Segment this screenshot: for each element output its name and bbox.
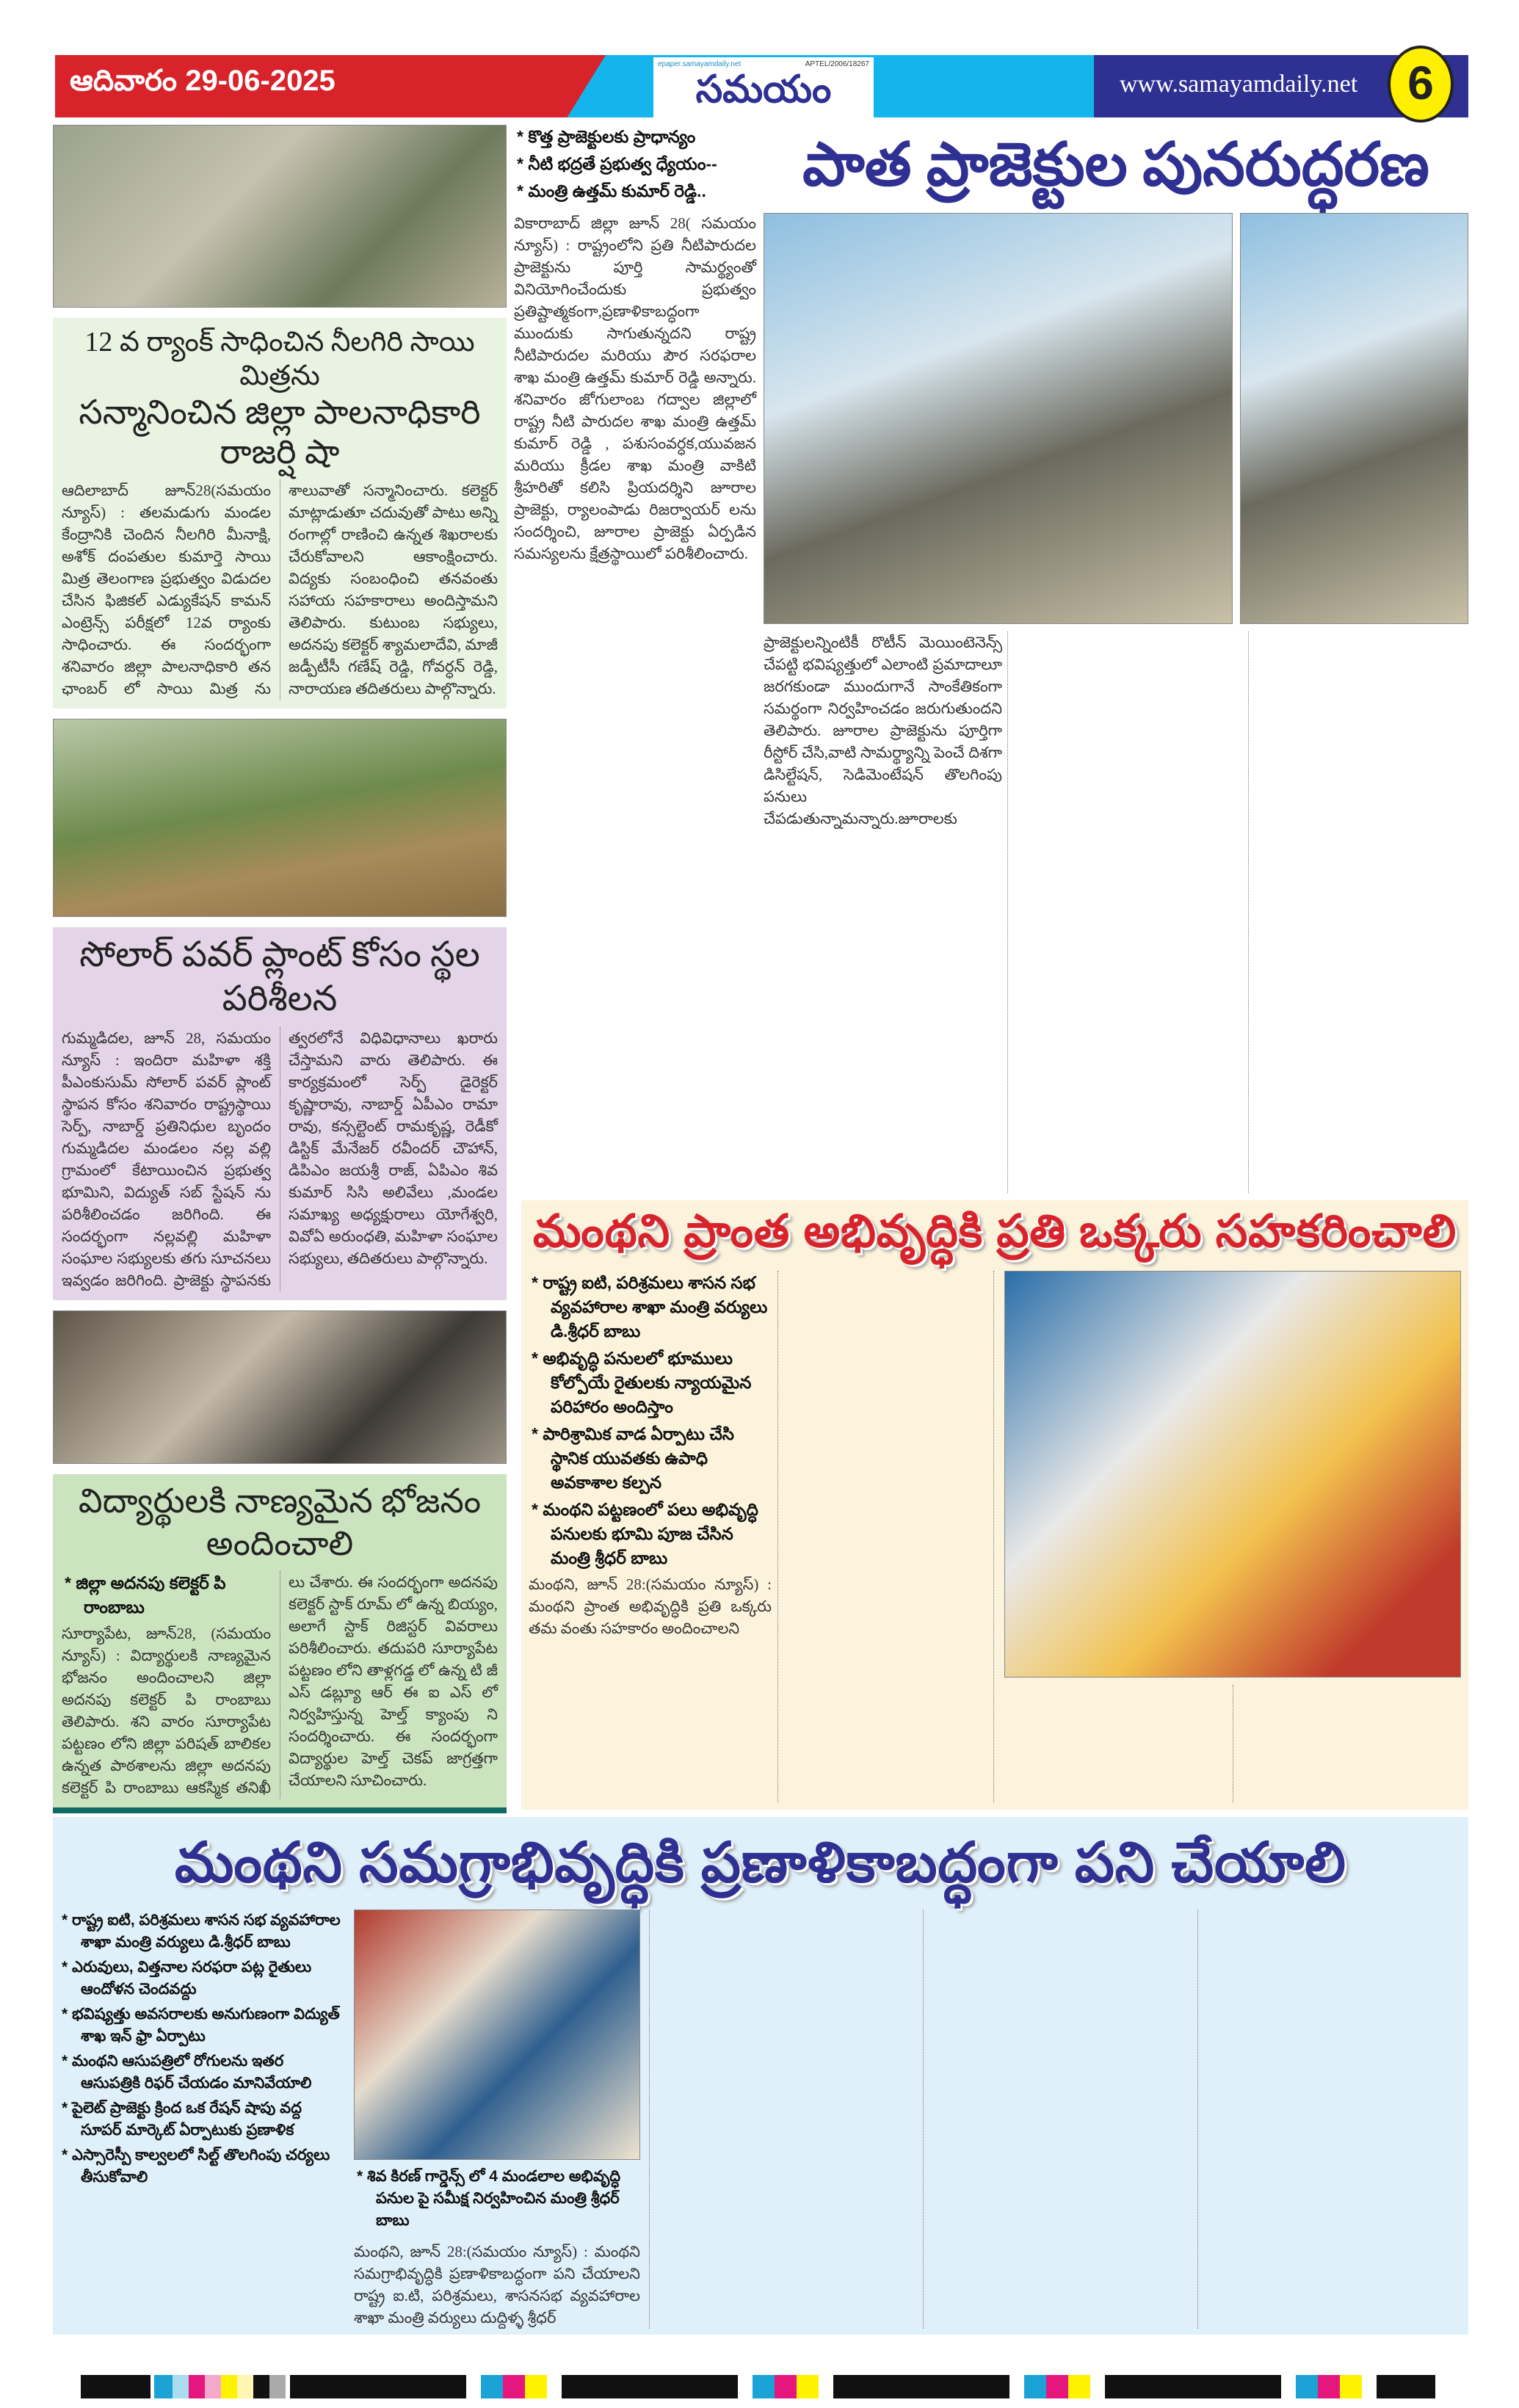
projects-bullet: * మంత్రి ఉత్తమ్ కుమార్ రెడ్డి.. bbox=[514, 179, 756, 203]
projects-body-col1: వికారాబాద్ జిల్లా జూన్ 28( సమయం న్యూస్) : రాష్ట్రంలోని ప్రతి నీటిపారుదల ప్రాజెక్టును పూర్తి సామర్థ్యంతో వినియోగించేందుకు ప్రభుత్వం ప్రతిష్టాత్మకంగా,ప్రణాళికాబద్ధంగా ముందుకు సాగుతున్నదని రాష్ట్ర నీటిపారుదల మరియు పౌర సరఫరాల శాఖ మంత్రి ఉత్తమ్ కుమార్ రెడ్డి అన్నారు. శనివారం జోగులాంబ గద్వాల జిల్లాలో రాష్ట్ర నీటి పారుదల శాఖ మంత్రి ఉత్తమ్ కుమార్ రెడ్డి , పశుసంవర్ధక,యువజన మరియు క్రీడల శాఖ మంత్రి వాకిటి శ్రీహరితో కలిసి ప్రియదర్శిని జూరాల ప్రాజెక్టు, ర్యాలంపాడు రిజర్వాయర్ లను సందర్శించి, జూరాల ప్రాజెక్టు ఏర్పడిన సమస్యలను క్షేత్రస్థాయిలో పరిశీలించారు. bbox=[514, 214, 756, 562]
manthani-dev-bullet: * మంథని పట్టణంలో పలు అభివృద్ధి పనులకు భూమి పూజ చేసిన మంత్రి శ్రీధర్ బాబు bbox=[529, 1498, 772, 1570]
review-meeting-photo bbox=[1004, 1271, 1461, 1678]
left-column bbox=[53, 125, 507, 1813]
manthani-dev-story bbox=[521, 1200, 1468, 1810]
award-body: ఆదిలాబాద్ జూన్28(సమయం న్యూస్) : తలమడుగు మండల కేంద్రానికి చెందిన నీలగిరి మీనాక్షి, అశోక్ దంపతుల కుమార్తె సాయి మిత్ర తెలంగాణ ప్రభుత్వం విడుదల చేసిన ఫిజికల్ ఎడ్యుకేషన్ కామన్ ఎంట్రెన్స్ పరీక్షలో 12వ ర్యాంకు సాధించారు. ఈ సందర్భంగా శనివారం జిల్లా పాలనాధికారి తన ఛాంబర్ లో సాయి మిత్ర ను శాలువాతో సన్మానించారు. కలెక్టర్ మాట్లాడుతూ చదువుతో పాటు అన్ని రంగాల్లో రాణించి ఉన్నత శిఖరాలకు చేరుకోవాలని ఆకాంక్షించారు. విద్యకు సంబంధించి తనవంతు సహాయ సహకారాలు అందిస్తామని తెలిపారు. కుటుంబ సభ్యులు, అదనపు కలెక్టర్ శ్యామలాదేవి, మాజీ జడ్పీటీసీ గణేష్ రెడ్డి, గోవర్ధన్ రెడ్డి, నారాయణ తదితరులు పాల్గొన్నారు. bbox=[62, 481, 498, 697]
color-bar-cyan bbox=[154, 2375, 173, 2398]
manthani-dev-headline: మంథని ప్రాంత అభివృద్ధికి ప్రతి ఒక్కరు సహకరించాలి bbox=[532, 1206, 1457, 1257]
manthani-dev-left-column bbox=[529, 1271, 778, 1802]
manthani-plan-bullet: * మంథని ఆసుపత్రిలో రోగులను ఇతర ఆసుపత్రికి రిఫర్ చేయడం మానివేయాలి bbox=[59, 2050, 345, 2095]
food-story bbox=[53, 1474, 507, 1813]
column-divider bbox=[1197, 1910, 1462, 2329]
column-divider bbox=[1248, 631, 1249, 1193]
food-headline: విద్యార్థులకి నాణ్యమైన భోజనం అందించాలి bbox=[78, 1482, 482, 1562]
masthead-logo bbox=[653, 57, 874, 120]
column-divider bbox=[1004, 1685, 1233, 1802]
logo-registration: APTEL/2006/18267 bbox=[805, 60, 869, 68]
color-bar-black bbox=[81, 2375, 151, 2398]
logo-url: epaper.samayamdaily.net bbox=[658, 60, 742, 68]
color-bar-light-cyan bbox=[173, 2375, 189, 2398]
color-bar-black bbox=[253, 2375, 269, 2398]
projects-bullet: * నీటి భద్రతే ప్రభుత్వ ధ్యేయం-- bbox=[514, 152, 756, 176]
solar-body: గుమ్మడిదల, జూన్ 28, సమయం న్యూస్ : ఇందిరా మహిళా శక్తి పీఎంకుసుమ్ సోలార్ పవర్ ప్లాంట్ స్థాపన కోసం శనివారం రాష్ట్రస్థాయి సెర్ప్, నాబార్డ్ ప్రతినిధుల బృందం గుమ్మడిదల మండలం నల్ల వల్లి గ్రామంలో కేటాయించిన ప్రభుత్వ భూమిని, విద్యుత్ సబ్ స్టేషన్ ను పరిశీలించడం జరిగింది. ఈ సందర్భంగా నల్లవల్లి మహిళా సంఘాల సభ్యులకు తగు సూచనలు ఇవ్వడం జరిగింది. ప్రాజెక్టు స్థాపనకు త్వరలోనే విధివిధానాలు ఖరారు చేస్తామని వారు తెలిపారు. ఈ కార్యక్రమంలో సెర్ప్ డైరెక్టర్ కృష్ణారావు, నాబార్డ్ ఏపీఎం రామా రావు, కన్సల్టెంట్ రామకృష్ణ, రెడీకో డిస్టిక్ మేనేజర్ రవీందర్ చౌహాన్, డిపిఎం జయశ్రీ రాజ్, ఏపిఎం శివ కుమార్ సిసి అలివేలు ,మండల సమాఖ్య అధ్యక్షురాలు యోగేశ్వరి, వివోఏ అరుంధతి, మహిళా సంఘాల సభ్యులు, తదితరులు పాల్గొన్నారు. bbox=[62, 1029, 498, 1289]
projects-bullets bbox=[514, 125, 756, 206]
projects-top bbox=[764, 125, 1468, 624]
logo-name: సమయం bbox=[695, 68, 832, 111]
manthani-plan-photo-bullet: * శివ కిరణ్ గార్డెన్స్ లో 4 మండలాల అభివృద్ధి పనుల పై సమీక్ష నిర్వహించిన మంత్రి శ్రీధర్ బాబు bbox=[354, 2166, 640, 2232]
manthani-dev-bullet: * అభివృద్ధి పనులలో భూములు కోల్పోయే రైతులకు న్యాయమైన పరిహారం అందిస్తాం bbox=[529, 1346, 772, 1419]
manthani-dev-bullet: * పారిశ్రామిక వాడ ఏర్పాటు చేసి స్థానిక యువతకు ఉపాధి అవకాశాల కల్పన bbox=[529, 1422, 772, 1495]
column-divider bbox=[788, 1271, 994, 1802]
website-url[interactable]: www.samayamdaily.net bbox=[1120, 70, 1358, 98]
food-body: సూర్యాపేట, జూన్28, (సమయం న్యూస్) : విద్యార్థులకి నాణ్యమైన భోజనం అందించాలని జిల్లా అదనపు కలెక్టర్ పి రాంబాబు తెలిపారు. శని వారం సూర్యాపేట పట్టణం లోని జిల్లా పరిషత్ బాలికల ఉన్నత పాఠశాలను జిల్లా అదనపు కలెక్టర్ పి రాంబాబు ఆకస్మిక తనిఖీ లు చేశారు. ఈ సందర్భంగా అదనపు కలెక్టర్ స్టాక్ రూమ్ లో ఉన్న బియ్యం, అలాగే స్టాక్ రిజిస్టర్ వివరాలు పరిశీలించారు. తదుపరి సూర్యాపేట పట్టణం లోని తాళ్లగడ్డ లో ఉన్న టి జీ ఎస్ డబ్ల్యూ ఆర్ ఈ ఐ ఎస్ లో నిర్వహిస్తున్న హెల్త్ క్యాంపు ని సందర్శించారు. ఈ సందర్భంగా విద్యార్థుల హెల్త్ చెకప్ జాగ్రత్తగా చేయాలని సూచించారు. bbox=[62, 1573, 498, 1796]
manthani-plan-bullet: * ఎరువులు, విత్తనాల సరఫరా పట్ల రైతులు ఆందోళన చెందవద్దు bbox=[59, 1956, 345, 2001]
manthani-plan-bullet: * ఎస్సారెస్పీ కాల్వలలో సిల్ట్ తొలగింపు చర్యలు తీసుకోవాలి bbox=[59, 2144, 345, 2188]
minister-visit-photo bbox=[764, 213, 1233, 624]
column-divider bbox=[1007, 631, 1008, 1193]
color-bar-light-magenta bbox=[205, 2375, 221, 2398]
review-felicitation-photo bbox=[354, 1910, 640, 2160]
manthani-plan-bullets bbox=[59, 1910, 345, 2329]
color-bar-yellow bbox=[221, 2375, 237, 2398]
color-bar-light-yellow bbox=[237, 2375, 253, 2398]
column-divider bbox=[923, 1910, 1188, 2329]
award-headline-1: 12 వ ర్యాంక్ సాధించిన నీలగిరి సాయి మిత్రను bbox=[84, 326, 475, 391]
manthani-plan-body: మంథని, జూన్ 28:(సమయం న్యూస్) : మంథని సమగ్రాభివృద్ధికి ప్రణాళికాబద్ధంగా పని చేయాలని రాష్ట్ర ఐ.టి, పరిశ్రమలు, శాసనసభ వ్యవహారాల శాఖా మంత్రి వర్యులు దుద్దిళ్ళ శ్రీధర్ bbox=[354, 2243, 640, 2327]
manthani-plan-bullet: * రాష్ట్ర ఐటి, పరిశ్రమలు శాసన సభ వ్యవహారాల శాఖా మంత్రి వర్యులు డి.శ్రీధర్ బాబు bbox=[59, 1910, 345, 1954]
solar-story bbox=[53, 927, 507, 1300]
reservoir-photo bbox=[1240, 213, 1468, 624]
projects-headline: పాత ప్రాజెక్టుల పునరుద్ధరణ bbox=[802, 131, 1429, 198]
manthani-dev-body: మంథని, జూన్ 28:(సమయం న్యూస్) : మంథని ప్రాంత అభివృద్ధికి ప్రతి ఒక్కరు తమ వంతు సహకారం అందించాలని bbox=[529, 1575, 772, 1637]
award-headline-2: సన్మానించిన జిల్లా పాలనాధికారి రాజర్షి షా bbox=[79, 393, 481, 471]
manthani-plan-bullet: * భవిష్యత్తు అవసరాలకు అనుగుణంగా విద్యుత్ శాఖ ఇన్ ఫ్రా ఏర్పాటు bbox=[59, 2003, 345, 2048]
color-bar-magenta bbox=[189, 2375, 205, 2398]
solar-site-photo bbox=[53, 719, 507, 917]
projects-bullet: * కొత్త ప్రాజెక్టులకు ప్రాధాన్యం bbox=[514, 125, 756, 149]
issue-date: ఆదివారం 29-06-2025 bbox=[70, 65, 336, 97]
manthani-plan-story bbox=[53, 1817, 1468, 2335]
color-registration-bar bbox=[290, 2375, 1435, 2398]
page-number: 6 bbox=[1388, 46, 1454, 123]
column-divider bbox=[649, 1910, 914, 2329]
color-bar-gray bbox=[269, 2375, 286, 2398]
food-inspection-photo bbox=[53, 1310, 507, 1464]
award-story bbox=[53, 318, 507, 708]
food-bullet: * జిల్లా అదనపు కలెక్టర్ పి రాంబాబు bbox=[62, 1571, 271, 1620]
award-photo bbox=[53, 125, 507, 308]
manthani-plan-bullet: * పైలెట్ ప్రాజెక్టు క్రింద ఒక రేషన్ షాపు వద్ద సూపర్ మార్కెట్ ఏర్పాటుకు ప్రణాళిక bbox=[59, 2097, 345, 2142]
manthani-plan-headline: మంథని సమగ్రాభివృద్ధికి ప్రణాళికాబద్ధంగా పని చేయాలి bbox=[175, 1832, 1346, 1894]
solar-headline: సోలార్ పవర్ ప్లాంట్ కోసం స్థల పరిశీలన bbox=[79, 935, 480, 1018]
projects-body-col2: ప్రాజెక్టులన్నింటికీ రొటీన్ మెయింటెనెన్స్ చేపట్టి భవిష్యత్తులో ఎలాంటి ప్రమాదాలూ జరగకుండా ముందుగానే సాంకేతికంగా సమర్థంగా నిర్వహించడం జరుగుతుందని తెలిపారు. జూరాల ప్రాజెక్టును పూర్తిగా రీస్టోర్ చేసి,వాటి సామర్థ్యాన్ని పెంచే దిశగా డిసిల్టేషన్, సెడిమెంటేషన్ తొలగింపు పనులు చేపడుతున్నామన్నారు.జూరాలకు bbox=[764, 634, 1002, 827]
manthani-dev-bullet: * రాష్ట్ర ఐటి, పరిశ్రమలు శాసన సభ వ్యవహారాల శాఖా మంత్రి వర్యులు డి.శ్రీధర్ బాబు bbox=[529, 1271, 772, 1343]
projects-left-column bbox=[514, 125, 756, 1193]
